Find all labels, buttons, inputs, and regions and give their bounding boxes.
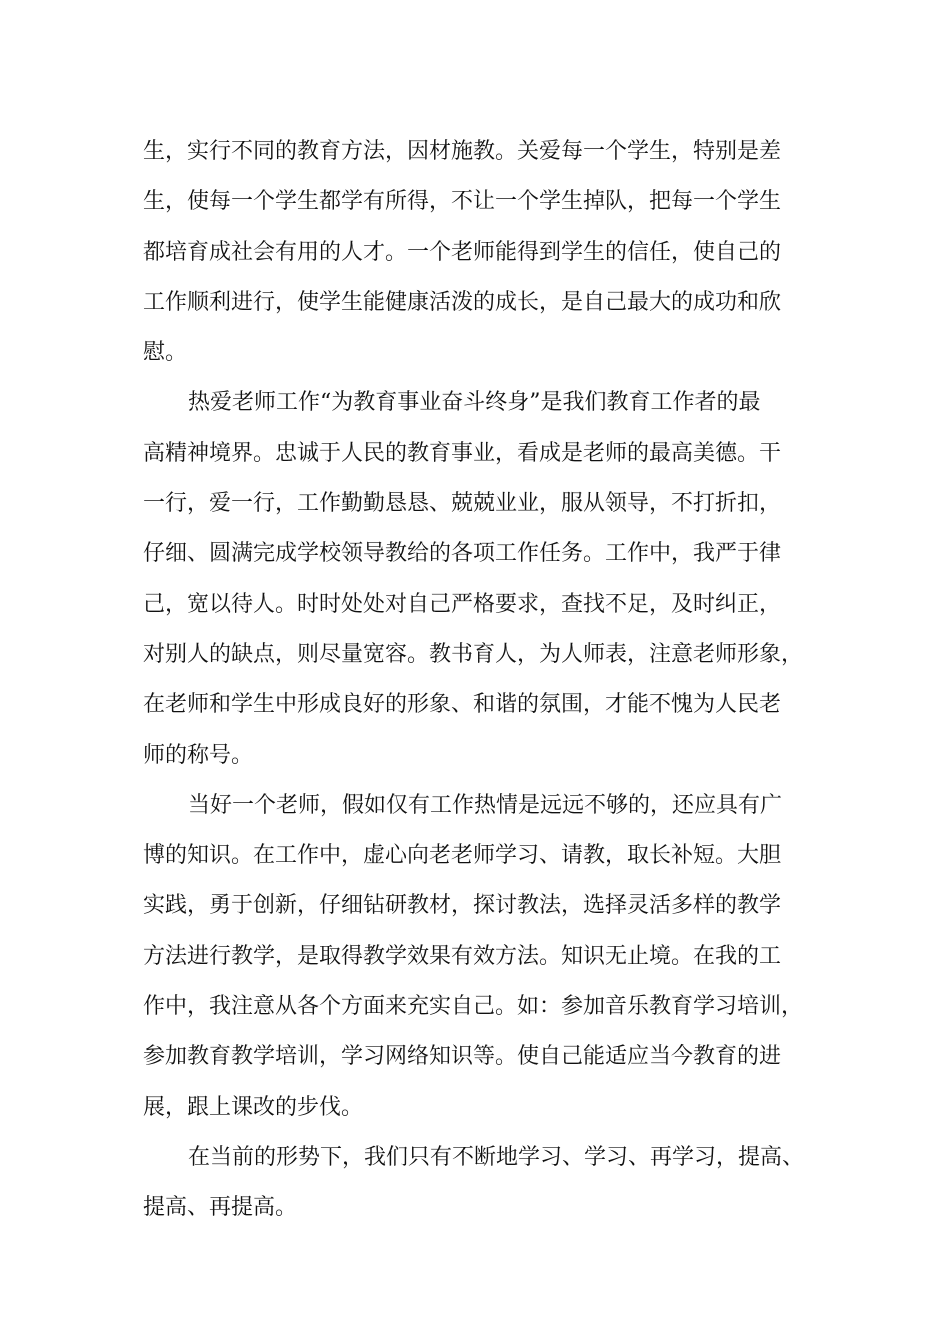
text-line: 热爱老师工作“为教育事业奋斗终身”是我们教育工作者的最	[188, 390, 761, 416]
text-line: 方法进行教学，是取得教学效果有效方法。知识无止境。在我的工	[143, 943, 782, 969]
text-line: 己，宽以待人。时时处处对自己严格要求，查找不足，及时纠正，	[143, 591, 782, 617]
text-line: 提高、再提高。	[143, 1195, 298, 1221]
paragraph-2	[143, 378, 833, 780]
text-line: 生，使每一个学生都学有所得，不让一个学生掉队，把每一个学生	[143, 189, 782, 215]
text-line: 展，跟上课改的步伐。	[143, 1094, 364, 1120]
text-line: 工作顺利进行，使学生能健康活泼的成长，是自己最大的成功和欣	[143, 289, 782, 315]
text-line: 作中，我注意从各个方面来充实自己。如：参加音乐教育学习培训，	[143, 994, 804, 1020]
paragraph-4	[143, 1133, 833, 1234]
text-line: 在当前的形势下，我们只有不断地学习、学习、再学习，提高、	[188, 1144, 805, 1170]
document-body	[143, 127, 833, 1234]
text-line: 实践，勇于创新，仔细钻研教材，探讨教法，选择灵活多样的教学	[143, 893, 782, 919]
text-line: 博的知识。在工作中，虚心向老老师学习、请教，取长补短。大胆	[143, 843, 782, 869]
paragraph-3	[143, 781, 833, 1133]
text-line: 师的称号。	[143, 742, 254, 768]
text-line: 对别人的缺点，则尽量宽容。教书育人，为人师表，注意老师形象，	[143, 641, 804, 667]
text-line: 都培育成社会有用的人才。一个老师能得到学生的信任，使自己的	[143, 239, 782, 265]
text-line: 慰。	[143, 340, 188, 366]
text-line: 当好一个老师，假如仅有工作热情是远远不够的，还应具有广	[188, 792, 783, 818]
text-line: 仔细、圆满完成学校领导教给的各项工作任务。工作中，我严于律	[143, 541, 782, 567]
text-line: 高精神境界。忠诚于人民的教育事业，看成是老师的最高美德。干	[143, 440, 782, 466]
text-line: 在老师和学生中形成良好的形象、和谐的氛围，才能不愧为人民老	[143, 692, 782, 718]
text-line: 一行，爱一行，工作勤勤恳恳、兢兢业业，服从领导，不打折扣，	[143, 491, 782, 517]
text-line: 参加教育教学培训，学习网络知识等。使自己能适应当今教育的进	[143, 1044, 782, 1070]
text-line: 生，实行不同的教育方法，因材施教。关爱每一个学生，特别是差	[143, 139, 782, 164]
paragraph-1	[143, 127, 833, 378]
